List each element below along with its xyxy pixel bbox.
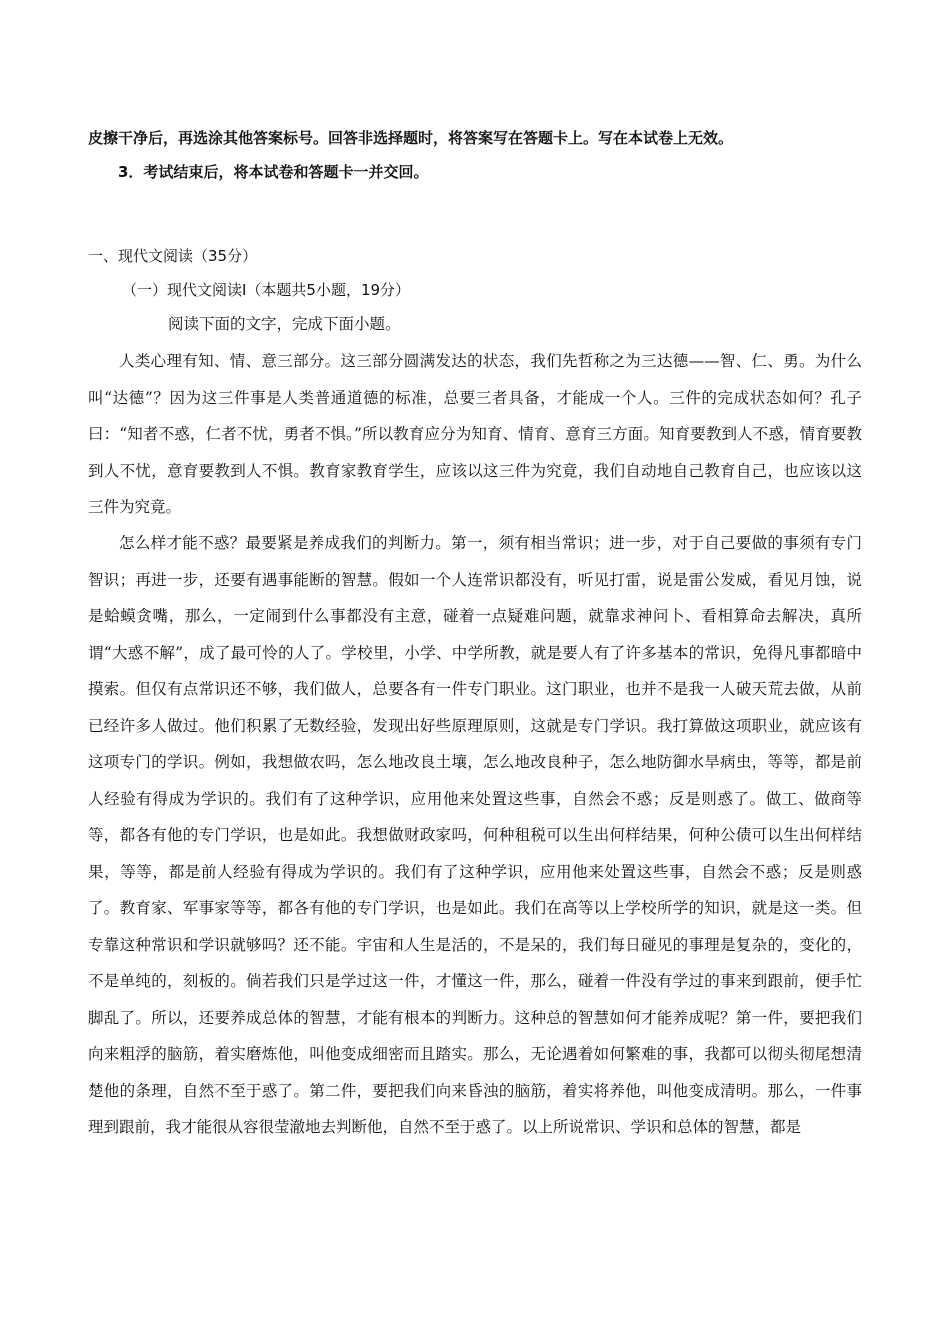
section-subtitle: （一）现代文阅读Ⅰ（本题共5小题，19分） xyxy=(122,281,411,299)
passage-paragraph-1: 人类心理有知、情、意三部分。这三部分圆满发达的状态，我们先哲称之为三达德——智、仁、勇。为什么叫“达德”？因为这三件事是人类普通道德的标准，总要三者具备，才能成一个人。三件的完成状态如何？孔子曰：“知者不惑，仁者不忧，勇者不惧。”所以教育应分为知育、情育、意育三方面。知育要教到人不惑，情育要教到人不忧，意育要教到人不惧。教育家教育学生，应该以这三件为究竟，我们自动地自己教育自己，也应该以这三件为究竟。 xyxy=(88,352,862,516)
passage-paragraph-2: 怎么样才能不惑？最要紧是养成我们的判断力。第一，须有相当常识；进一步，对于自己要做的事须有专门智识；再进一步，还要有遇事能断的智慧。假如一个人连常识都没有，听见打雷，说是雷公发威，看见月蚀，说是蛤蟆贪嘴，那么，一定闹到什么事都没有主意，碰着一点疑难问题，就靠求神问卜、看相算命去解决，真所谓“大惑不解”，成了最可怜的人了。学校里，小学、中学所教，就是要人有了许多基本的常识，免得凡事都暗中摸索。但仅有点常识还不够，我们做人，总要各有一件专门职业。这门职业，也并不是我一人破天荒去做，从前已经许多人做过。他们积累了无数经验，发现出好些原理原则，这就是专门学识。我打算做这项职业，就应该有这项专门的学识。例如，我想做农吗，怎么地改良土壤，怎么地改良种子，怎么地防御水旱病虫，等等，都是前人经验有得成为学识的。我们有了这种学识，应用他来处置这些事，自然会不惑；反是则惑了。做工、做商等等，都各有他的专门学识，也是如此。我想做财政家吗，何种租税可以生出何样结果，何种公债可以生出何样结果，等等，都是前人经验有得成为学识的。我们有了这种学识，应用他来处置这些事，自然会不惑；反是则惑了。教育家、军事家等等，都各有他的专门学识，也是如此。我们在高等以上学校所学的知识，就是这一类。但专靠这种常识和学识就够吗？还不能。宇宙和人生是活的，不是呆的，我们每日碰见的事理是复杂的，变化的，不是单纯的，刻板的。倘若我们只是学过这一件，才懂这一件，那么，碰着一件没有学过的事来到跟前，便手忙脚乱了。所以，还要养成总体的智慧，才能有根本的判断力。这种总的智慧如何才能养成呢？第一件，要把我们向来粗浮的脑筋，着实磨炼他，叫他变成细密而且踏实。那么，无论遇着如何繁难的事，我都可以彻头彻尾想清楚他的条理，自然不至于惑了。第二件，要把我们向来昏浊的脑筋，着实将养他，叫他变成清明。那么，一件事理到跟前，我才能很从容很莹澈地去判断他，自然不至于惑了。以上所说常识、学识和总体的智慧，都是 xyxy=(88,534,862,1136)
reading-prompt: 阅读下面的文字，完成下面小题。 xyxy=(168,315,401,333)
instruction-continuation: 皮擦干净后，再选涂其他答案标号。回答非选择题时，将答案写在答题卡上。写在本试卷上无效。 xyxy=(88,129,734,147)
instruction-item-3: 3．考试结束后，将本试卷和答题卡一并交回。 xyxy=(118,163,429,181)
section-title: 一、现代文阅读（35分） xyxy=(88,247,258,265)
